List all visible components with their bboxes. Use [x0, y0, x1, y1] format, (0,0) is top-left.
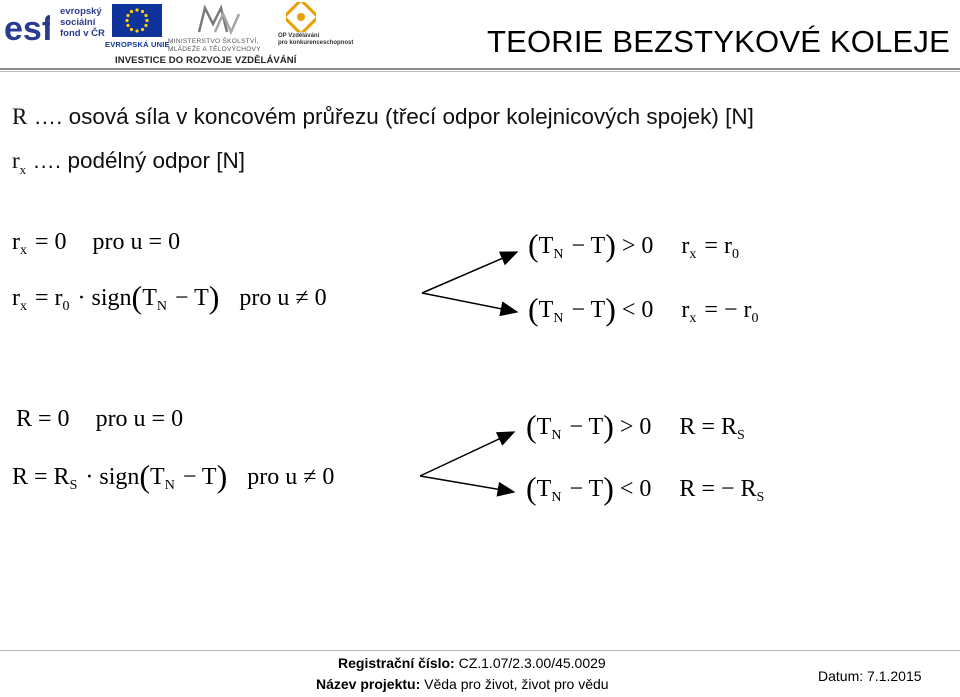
eq-minus-T: − T [182, 464, 217, 490]
eq-T-sub: N [551, 490, 562, 505]
project-name-label: Název projektu: [316, 676, 421, 692]
paren-open: ( [131, 279, 143, 315]
eq-result: r [681, 297, 690, 323]
eq-rel: > 0 [621, 233, 654, 259]
eq-minus-T: − T [571, 233, 606, 259]
eq-rel: = 0 [32, 406, 70, 432]
paren-close: ) [216, 458, 228, 494]
legend-dots: …. [27, 104, 63, 129]
paren-close: ) [605, 291, 616, 327]
eq-result-rhs-sub: S [736, 428, 745, 443]
paren-open: ( [528, 291, 539, 327]
legend-subscript: x [19, 162, 27, 177]
legend-text: podélný odpor [N] [61, 148, 246, 173]
eq-result-sub: x [689, 311, 697, 326]
eq-lhs: r [12, 285, 20, 311]
eq-operator: · sign [85, 464, 140, 490]
eq-T: T [538, 297, 554, 323]
registration-label: Registrační číslo: [338, 655, 455, 671]
legend-symbol: r [12, 148, 20, 173]
paren-open: ( [526, 408, 537, 444]
registration-number [338, 655, 606, 671]
eq-rel: < 0 [619, 476, 652, 502]
msmt-line2: MLÁDEŽE A TĚLOVÝCHOVY [168, 46, 261, 53]
eq-T: T [536, 414, 552, 440]
msmt-line1: MINISTERSTVO ŠKOLSTVÍ, [168, 38, 259, 45]
paren-open: ( [139, 458, 151, 494]
footer-divider [0, 650, 960, 651]
eq-lhs-sub: x [20, 299, 27, 314]
eq-rhs-sub: 0 [62, 299, 70, 314]
project-name [316, 676, 609, 692]
eq-rhs-sub: S [69, 478, 78, 493]
eq-T: T [536, 476, 552, 502]
eq-result: R [679, 414, 696, 440]
eq-result-rhs-sub: 0 [731, 247, 739, 262]
eq-condition: pro u = 0 [95, 406, 184, 432]
eq-condition: pro u ≠ 0 [239, 285, 327, 311]
eq-condition: pro u ≠ 0 [247, 464, 335, 490]
op-line2: pro konkurenceschopnost [278, 40, 354, 46]
eq-minus-T: − T [569, 476, 604, 502]
legend-symbol: R [12, 104, 28, 129]
eq-T-sub: N [553, 247, 564, 262]
eq-result-rhs: = − R [701, 476, 757, 502]
footer-date: Datum: 7.1.2015 [818, 668, 922, 684]
eq-result-rhs: = R [701, 414, 737, 440]
eq-rel: < 0 [621, 297, 654, 323]
eq-rhs: = r [35, 285, 63, 311]
eq-result: r [681, 233, 690, 259]
eq-minus-T: − T [174, 285, 209, 311]
legend-text: osová síla v koncovém průřezu (třecí odpor kolejnicových spojek) [N] [62, 104, 754, 129]
esf-line2: sociální [60, 17, 96, 28]
arrow-r-positive [422, 252, 517, 293]
registration-value: CZ.1.07/2.3.00/45.0029 [454, 655, 606, 671]
eq-lhs: r [12, 229, 20, 255]
eq-result-rhs-sub: S [756, 490, 765, 505]
paren-open: ( [526, 470, 537, 506]
eq-result-rhs-sub: 0 [751, 311, 759, 326]
eq-rel: = 0 [29, 229, 67, 255]
eq-condition: pro u = 0 [92, 229, 181, 255]
esf-line3: fond v ČR [60, 28, 105, 39]
arrow-R-positive [420, 432, 514, 476]
esf-line1: evropský [60, 6, 102, 17]
eq-T: T [150, 464, 165, 490]
eu-logo-text: EVROPSKÁ UNIE [105, 40, 170, 49]
investment-banner: INVESTICE DO ROZVOJE VZDĚLÁVÁNÍ [115, 55, 297, 66]
eq-T-sub: N [164, 478, 175, 493]
paren-close: ) [208, 279, 220, 315]
paren-close: ) [603, 408, 614, 444]
page-title: TEORIE BEZSTYKOVÉ KOLEJE [486, 24, 950, 59]
paren-close: ) [605, 227, 616, 263]
eq-result: R [679, 476, 696, 502]
eq-T: T [538, 233, 554, 259]
paren-open: ( [528, 227, 539, 263]
eq-result-rhs: = − r [704, 297, 752, 323]
paren-close: ) [603, 470, 614, 506]
arrow-r-negative [422, 293, 517, 312]
eq-rhs: = R [34, 464, 70, 490]
eq-lhs-sub: x [20, 243, 27, 258]
arrow-R-negative [420, 476, 514, 492]
eq-minus-T: − T [571, 297, 606, 323]
eq-result-sub: x [689, 247, 697, 262]
legend-dots: …. [26, 148, 62, 173]
eq-minus-T: − T [569, 414, 604, 440]
eq-rel: > 0 [619, 414, 652, 440]
svg-text:esf: esf [4, 10, 50, 46]
eq-T-sub: N [551, 428, 562, 443]
eq-lhs: R [12, 464, 29, 490]
op-line1: OP Vzdělávání [278, 33, 320, 39]
project-name-value: Věda pro život, život pro vědu [420, 676, 609, 692]
eq-result-rhs: = r [704, 233, 732, 259]
eq-T-sub: N [553, 311, 564, 326]
eq-T-sub: N [156, 299, 167, 314]
eq-lhs: R [16, 406, 33, 432]
eq-T: T [142, 285, 157, 311]
eq-operator: · sign [77, 285, 132, 311]
